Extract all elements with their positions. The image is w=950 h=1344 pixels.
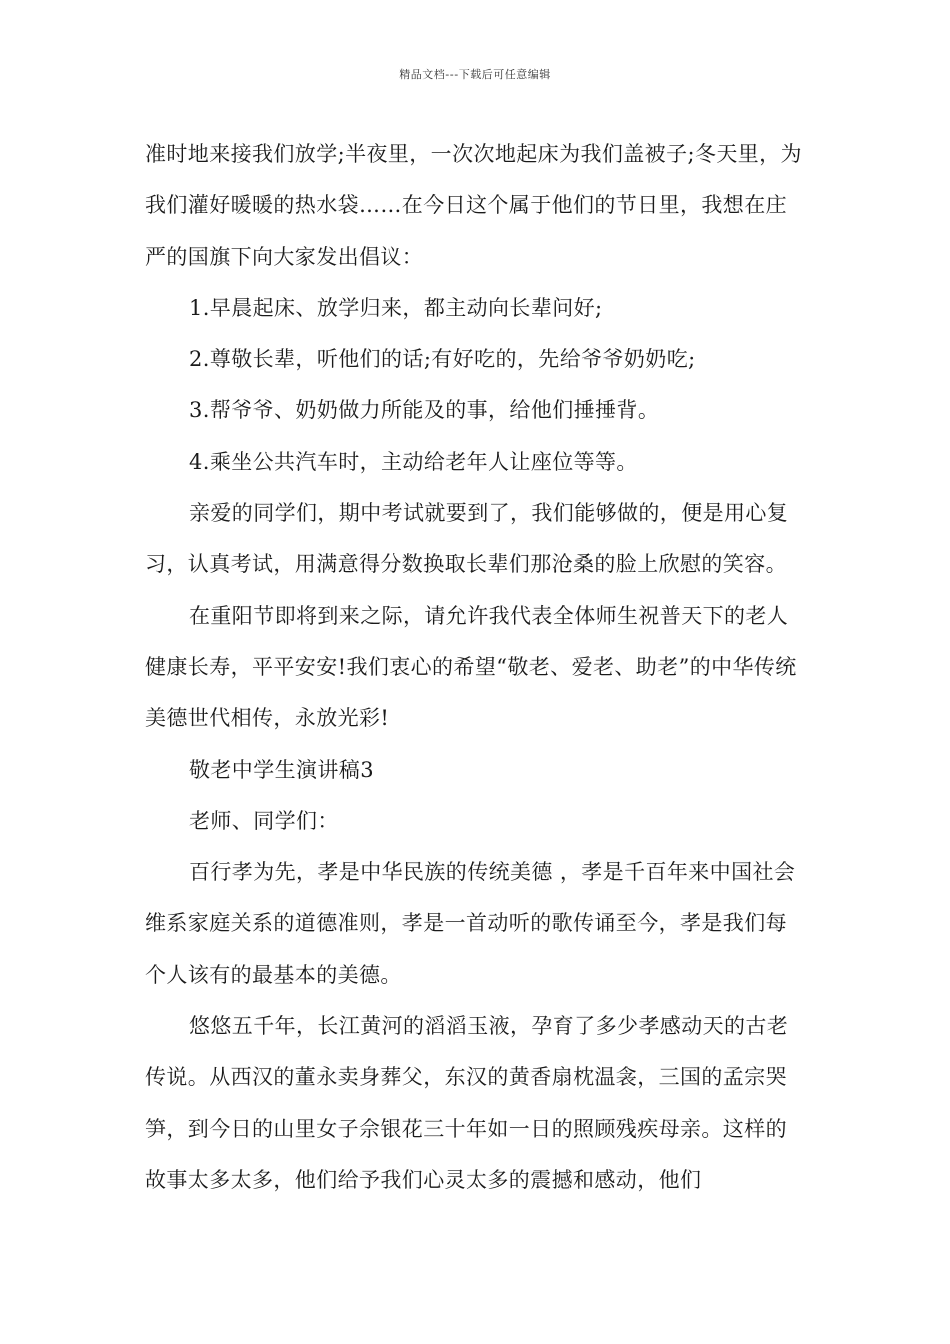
section-title: 敬老中学生演讲稿3: [189, 757, 374, 782]
proposal-item-1: 1.早晨起床、放学归来，都主动向长辈问好;: [189, 295, 603, 320]
salutation: 老师、同学们：: [189, 808, 339, 833]
proposal-item-2: 2.尊敬长辈，听他们的话;有好吃的，先给爷爷奶奶吃;: [189, 347, 696, 372]
paragraph-exam: 亲爱的同学们，期中考试就要到了，我们能够做的，便是用心复习，认真考试，用满意得分数换取长辈们那沧桑的脸上欣慰的笑容。: [145, 501, 789, 577]
page-header: 精品文档---下载后可任意编辑: [399, 68, 551, 81]
proposal-item-4: 4.乘坐公共汽车时，主动给老年人让座位等等。: [189, 449, 638, 474]
paragraph-blessing: 在重阳节即将到来之际，请允许我代表全体师生祝普天下的老人健康长寿，平平安安!我们衷心的希望“敬老、爱老、助老”的中华传统美德世代相传，永放光彩!: [145, 603, 797, 731]
document-body: [145, 129, 807, 1206]
paragraph-history: 悠悠五千年，长江黄河的滔滔玉液，孕育了多少孝感动天的古老传说。从西汉的董永卖身葬父，东汉的黄香扇枕温衾，三国的孟宗哭笋，到今日的山里女子佘银花三十年如一日的照顾残疾母亲。这样的故事太多太多，他们给予我们心灵太多的震撼和感动，他们: [145, 1014, 789, 1192]
proposal-item-3: 3.帮爷爷、奶奶做力所能及的事，给他们捶捶背。: [189, 398, 660, 423]
paragraph-continuation: 准时地来接我们放学;半夜里，一次次地起床为我们盖被子;冬天里，为我们灌好暖暖的热水袋……在今日这个属于他们的节日里，我想在庄严的国旗下向大家发出倡议：: [145, 142, 802, 269]
paragraph-filial-piety: 百行孝为先，孝是中华民族的传统美德 ，孝是千百年来中国社会维系家庭关系的道德准则，孝是一首动听的歌传诵至今，孝是我们每个人该有的最基本的美德。: [145, 860, 796, 987]
